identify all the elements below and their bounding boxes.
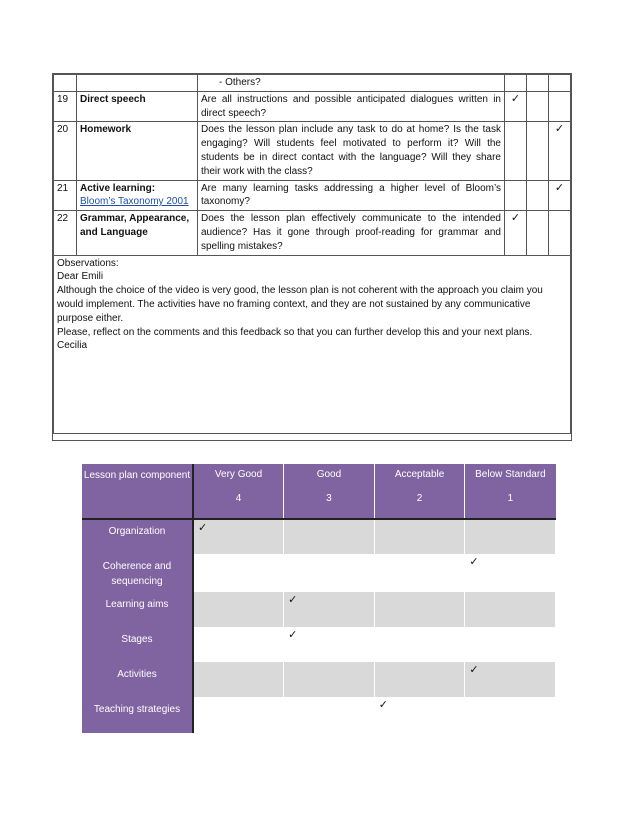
row-number: 21 <box>54 180 77 211</box>
row-number: 19 <box>54 91 77 122</box>
observations-heading: Observations: <box>57 257 119 269</box>
rubric-row-21 <box>54 180 571 211</box>
evaluation-row <box>82 697 556 732</box>
continuation-row <box>54 75 571 92</box>
row-number: 20 <box>54 122 77 180</box>
component-label: Coherence and sequencing <box>82 554 193 592</box>
criterion: Direct speech <box>77 91 198 122</box>
check-icon: ✓ <box>469 664 479 676</box>
row-number: 22 <box>54 211 77 255</box>
check-icon: ✓ <box>288 594 298 606</box>
rating-cell <box>284 519 375 554</box>
rating-cell <box>284 592 375 627</box>
rating-cell <box>374 697 465 732</box>
rating-cell <box>193 554 284 592</box>
rating-cell <box>193 592 284 627</box>
rating-cell <box>284 697 375 732</box>
rating-cell <box>465 519 556 554</box>
rating-cell <box>193 519 284 554</box>
evaluation-table <box>82 464 556 733</box>
rubric-row-19 <box>54 91 571 122</box>
greeting: Dear Emili <box>57 271 104 283</box>
component-label: Teaching strategies <box>82 697 193 732</box>
description: Does the lesson plan effectively communicate to the intended audience? Has it gone through proof-reading for grammar and spelling mistakes? <box>198 211 505 255</box>
criterion: Homework <box>77 122 198 180</box>
rating-cell <box>465 592 556 627</box>
evaluation-row <box>82 554 556 592</box>
observations-row <box>54 255 571 433</box>
criterion: Grammar, Appearance, and Language <box>77 211 198 255</box>
rating-cell <box>193 662 284 697</box>
evaluation-header <box>82 464 556 519</box>
component-label: Activities <box>82 662 193 697</box>
rating-cell <box>374 519 465 554</box>
rating-cell <box>465 554 556 592</box>
rubric-row-20 <box>54 122 571 180</box>
rubric-row-22 <box>54 211 571 255</box>
description: Does the lesson plan include any task to do at home? Is the task engaging? Will students feel motivated to perform it? Will the students be in direct contact with the language? Will they share their work with the class? <box>198 122 505 180</box>
component-label: Learning aims <box>82 592 193 627</box>
rating-cell <box>193 697 284 732</box>
rating-cell <box>374 662 465 697</box>
check-icon: ✓ <box>288 629 298 641</box>
evaluation-row <box>82 519 556 554</box>
evaluation-row <box>82 627 556 662</box>
rating-cell <box>374 554 465 592</box>
signature: Cecilia <box>57 340 88 352</box>
evaluation-row <box>82 662 556 697</box>
blooms-taxonomy-link[interactable]: Bloom’s Taxonomy 2001 <box>80 196 189 208</box>
reflection-request: Please, reflect on the comments and this feedback so that you can further develop this and your next plans. <box>57 326 533 338</box>
feedback-paragraph: Although the choice of the video is very good, the lesson plan is not coherent with the approach you claim you would implement. The activities have no framing context, and they are not sustained by any communicative purpose either. <box>57 285 543 324</box>
rating-cell <box>193 627 284 662</box>
description: Are all instructions and possible anticipated dialogues written in direct speech? <box>198 91 505 122</box>
component-header: Lesson plan component <box>82 464 193 519</box>
rating-cell <box>284 554 375 592</box>
rating-cell <box>284 627 375 662</box>
component-label: Stages <box>82 627 193 662</box>
evaluation-row <box>82 592 556 627</box>
check-icon: ✓ <box>198 522 208 534</box>
component-label: Organization <box>82 519 193 554</box>
check-icon: ✓ <box>378 699 388 711</box>
rating-cell <box>465 627 556 662</box>
check-icon: ✓ <box>554 123 565 136</box>
rating-cell <box>284 662 375 697</box>
criterion: Active learning: <box>80 182 156 194</box>
description: Are many learning tasks addressing a higher level of Bloom’s taxonomy? <box>198 180 505 211</box>
rating-cell <box>374 627 465 662</box>
check-icon: ✓ <box>554 181 565 194</box>
rating-cell <box>465 697 556 732</box>
rating-cell <box>374 592 465 627</box>
observations <box>54 255 571 433</box>
column-acceptable: Acceptable 2 <box>374 464 465 519</box>
column-good: Good 3 <box>284 464 375 519</box>
check-icon: ✓ <box>469 556 479 568</box>
column-below-standard: Below Standard 1 <box>465 464 556 519</box>
rating-cell <box>465 662 556 697</box>
column-very-good: Very Good 4 <box>193 464 284 519</box>
check-icon: ✓ <box>510 212 521 225</box>
check-icon: ✓ <box>510 92 521 105</box>
continuation-text: - Others? <box>219 77 261 88</box>
rubric-table <box>52 73 572 441</box>
